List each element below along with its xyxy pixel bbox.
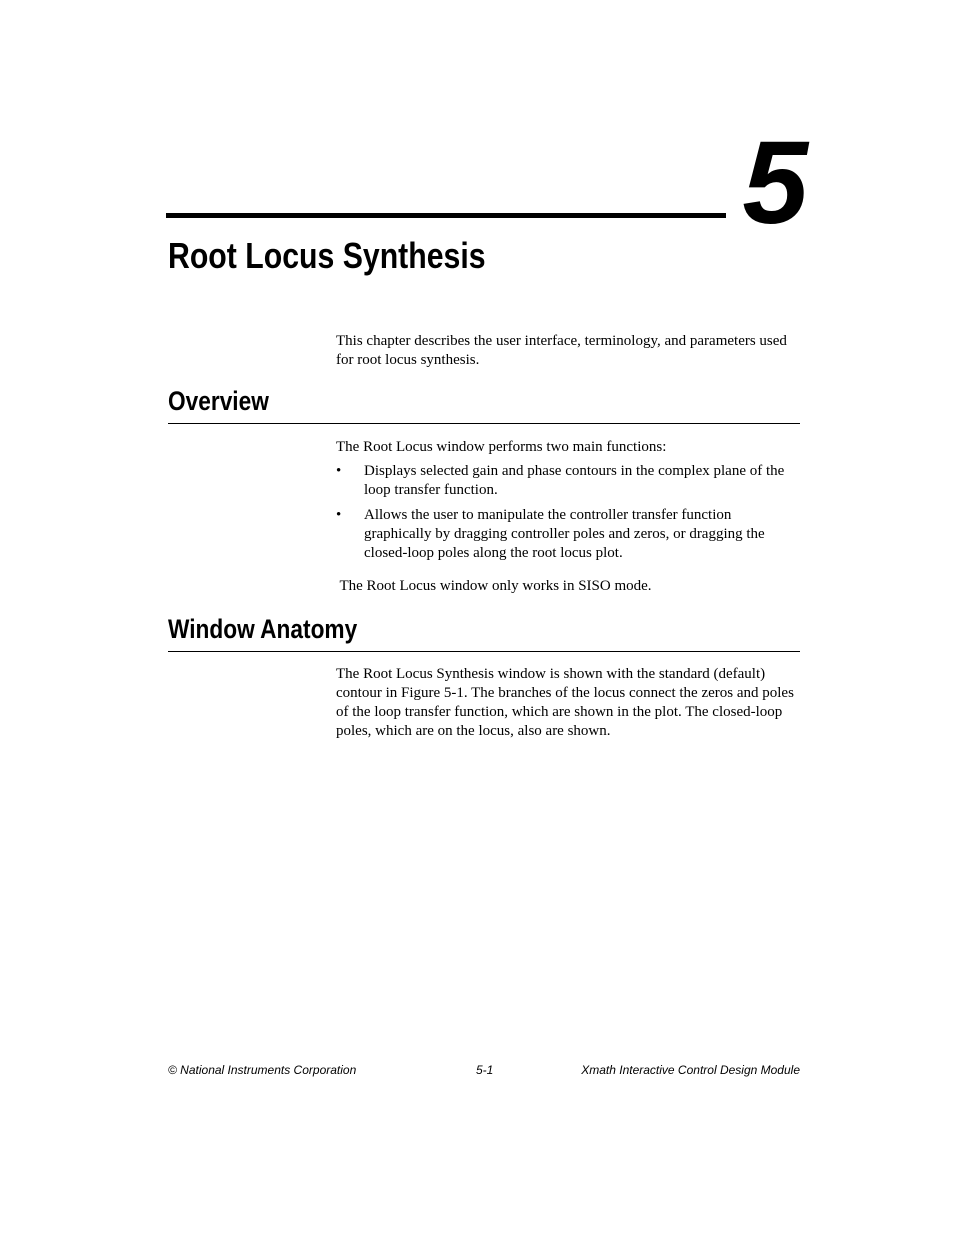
window-anatomy-text: The Root Locus Synthesis window is shown with the standard (default) contour in Figure 5-1. The branches of the locus connect the zeros and poles of the loop transfer function, which are shown in the plot. The closed-loop poles, which are on the locus, also are shown. <box>336 666 794 739</box>
overview-heading: Overview <box>168 386 269 416</box>
bullet-text: Displays selected gain and phase contours in the complex plane of the loop transfer function. <box>364 463 785 498</box>
chapter-intro: This chapter describes the user interface, terminology, and parameters used for root locus synthesis. <box>336 333 787 368</box>
chapter-title: Root Locus Synthesis <box>168 235 486 276</box>
window-anatomy-heading: Window Anatomy <box>168 614 358 644</box>
bullet-text: Allows the user to manipulate the controller transfer function graphically by dragging controller poles and zeros, or dragging the closed-loop poles along the root locus plot. <box>364 507 765 561</box>
list-item <box>336 462 802 500</box>
chapter-rule <box>166 213 726 218</box>
overview-lead: The Root Locus window performs two main functions: <box>336 439 667 455</box>
footer-page-number: 5-1 <box>476 1063 494 1077</box>
window-anatomy-rule <box>168 651 800 652</box>
overview-note: The Root Locus window only works in SISO mode. <box>336 578 652 594</box>
chapter-number: 5 <box>742 117 806 249</box>
list-item <box>336 506 802 563</box>
overview-rule <box>168 423 800 424</box>
bullet-icon: • <box>336 463 342 479</box>
footer-right: Xmath Interactive Control Design Module <box>581 1063 800 1077</box>
overview-bullet-list <box>336 462 802 569</box>
footer-left: © National Instruments Corporation <box>168 1063 357 1077</box>
bullet-icon: • <box>336 507 342 523</box>
